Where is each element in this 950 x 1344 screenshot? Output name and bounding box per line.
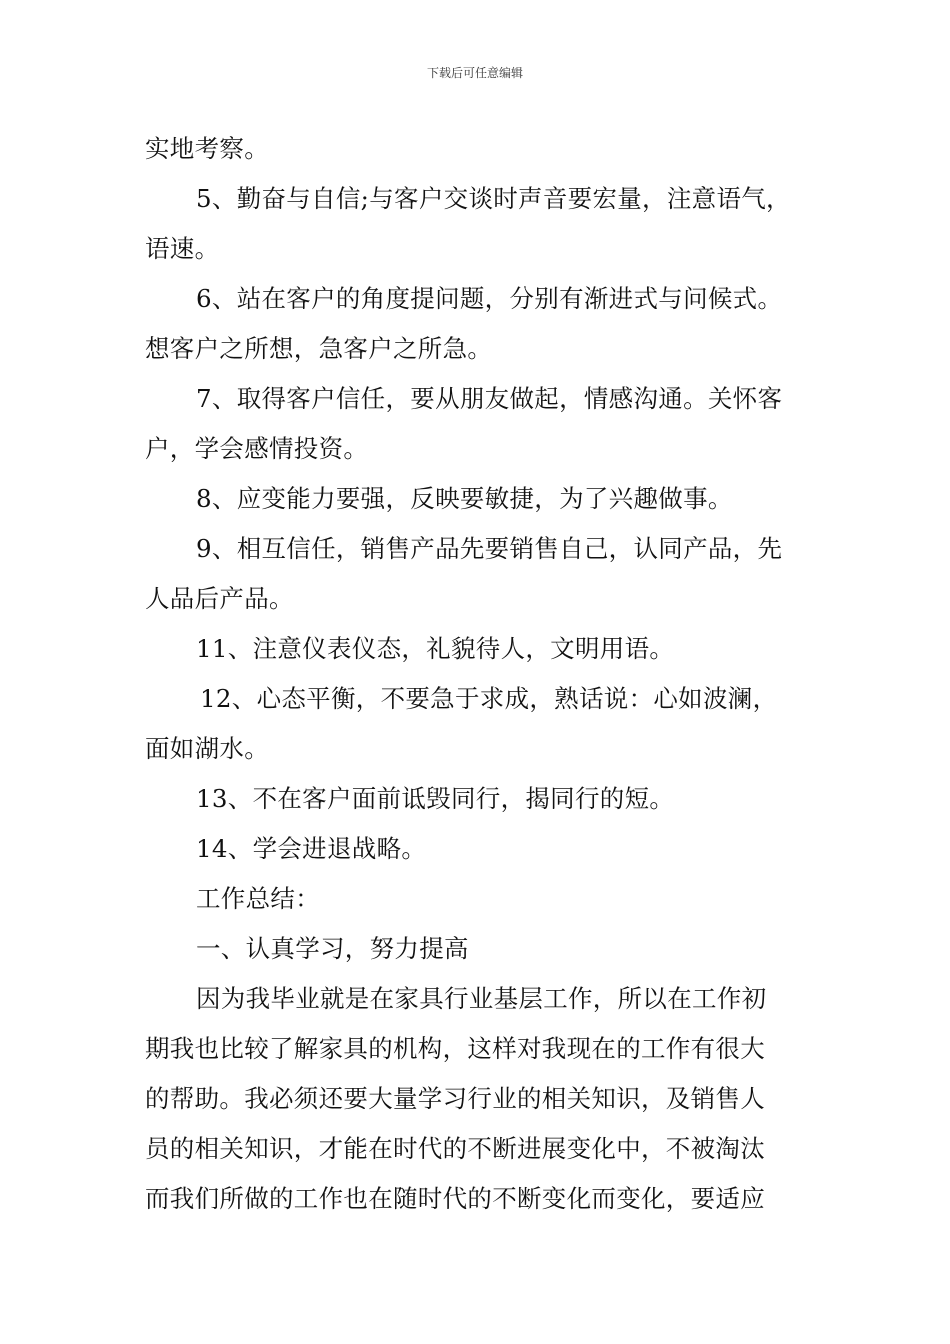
text-line: 14、学会进退战略。 [196, 834, 427, 863]
text-line: 5、勤奋与自信;与客户交谈时声音要宏量，注意语气， [196, 184, 791, 213]
text-line: 6、站在客户的角度提问题，分别有渐进式与问候式。 [196, 284, 783, 313]
text-line: 因为我毕业就是在家具行业基层工作，所以在工作初 [196, 984, 767, 1013]
text-line: 人品后产品。 [145, 584, 294, 613]
text-line: 员的相关知识，才能在时代的不断进展变化中，不被淘汰 [145, 1134, 765, 1163]
text-line: 户，学会感情投资。 [145, 434, 369, 463]
document-body [145, 124, 810, 1224]
section-heading: 一、认真学习，努力提高 [196, 934, 469, 963]
text-line: 期我也比较了解家具的机构，这样对我现在的工作有很大 [145, 1034, 765, 1063]
text-line: 语速。 [145, 234, 220, 263]
page-header: 下载后可任意编辑 [426, 66, 523, 80]
text-line: 7、取得客户信任，要从朋友做起，情感沟通。关怀客 [196, 384, 783, 413]
text-line: 的帮助。我必须还要大量学习行业的相关知识，及销售人 [145, 1084, 765, 1113]
section-heading: 工作总结： [196, 884, 320, 913]
text-line: 11、注意仪表仪态，礼貌待人，文明用语。 [196, 634, 675, 663]
text-line: 13、不在客户面前诋毁同行，揭同行的短。 [196, 784, 675, 813]
text-line: 9、相互信任，销售产品先要销售自己，认同产品，先 [196, 534, 783, 563]
text-line: 实地考察。 [145, 134, 269, 163]
text-line: 想客户之所想，急客户之所急。 [145, 334, 493, 363]
text-line: 12、心态平衡，不要急于求成，熟话说：心如波澜， [200, 684, 778, 713]
text-line: 而我们所做的工作也在随时代的不断变化而变化，要适应 [145, 1184, 765, 1213]
text-line: 8、应变能力要强，反映要敏捷，为了兴趣做事。 [196, 484, 733, 513]
text-line: 面如湖水。 [145, 734, 269, 763]
